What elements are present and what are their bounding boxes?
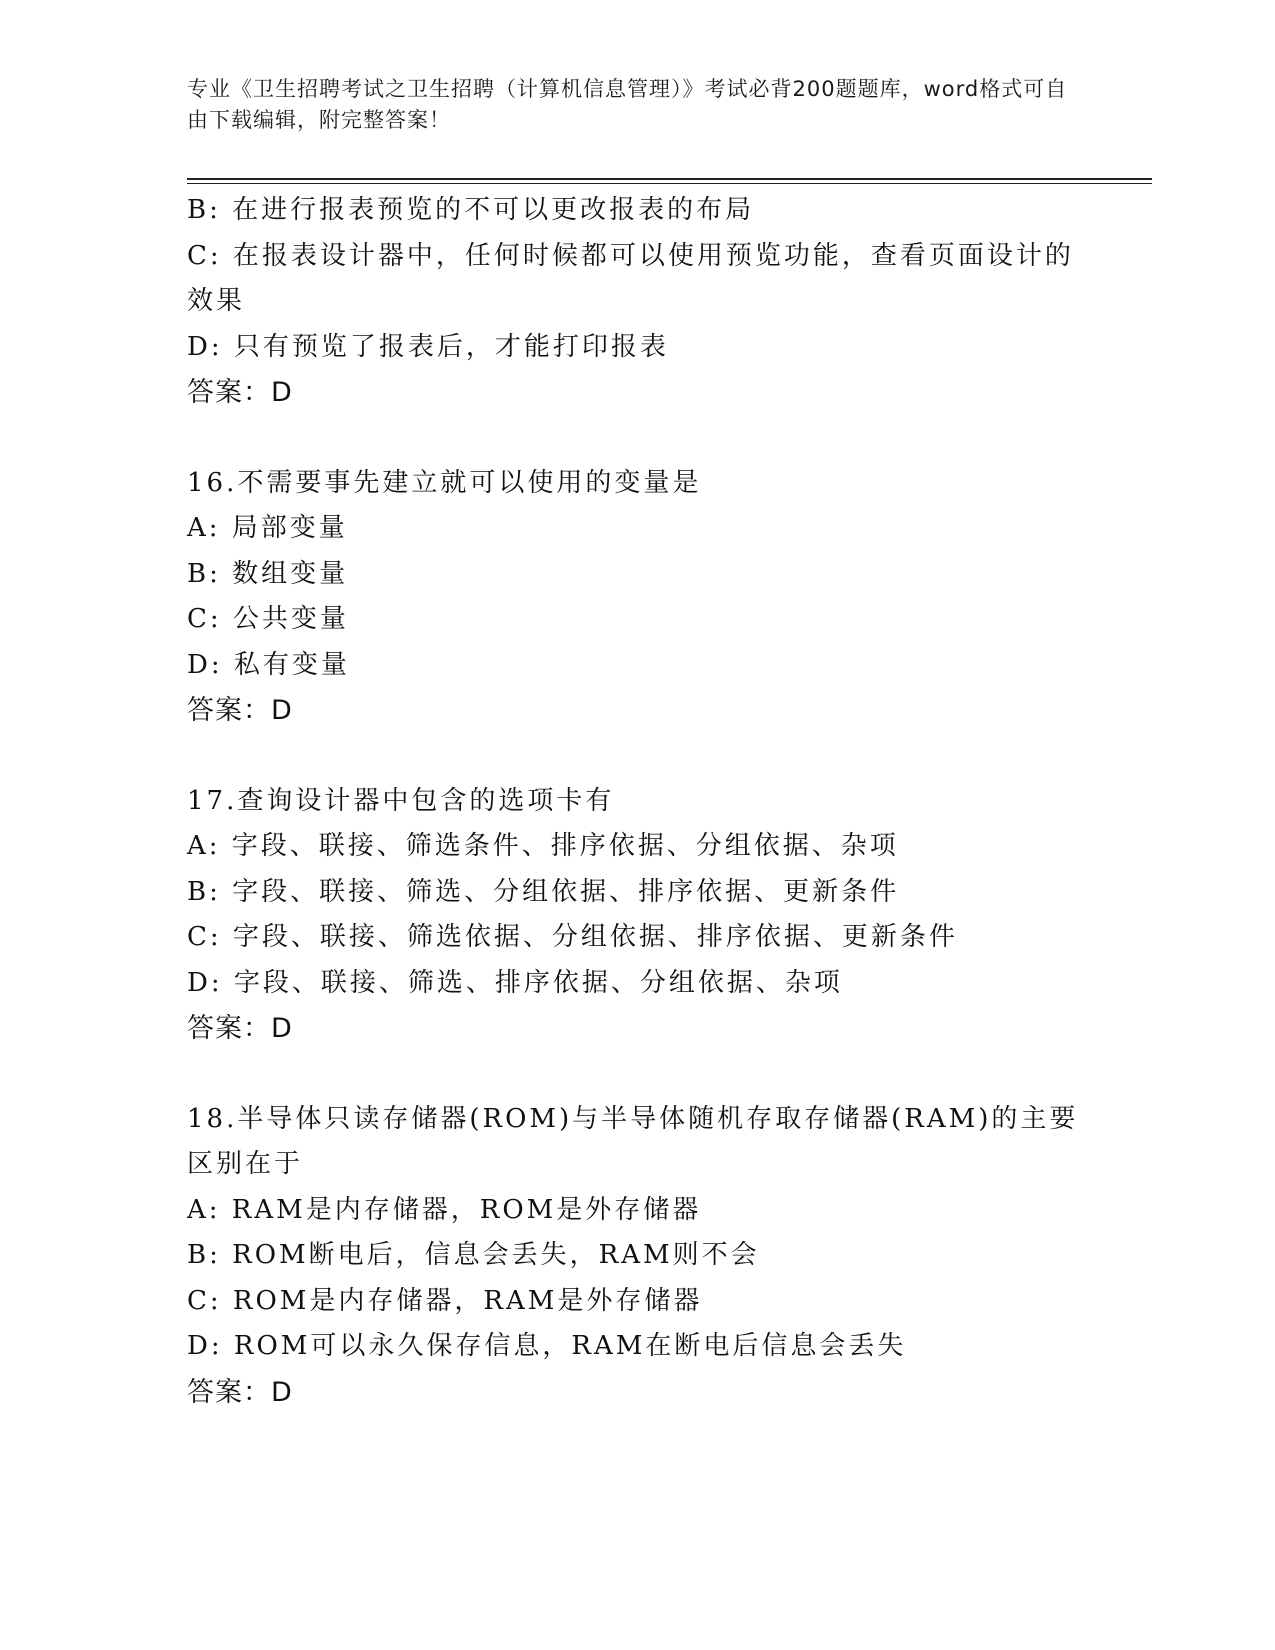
- spacer: [187, 734, 1087, 779]
- answer-line: 答案：D: [187, 1013, 293, 1044]
- option-c: C: 字段、联接、筛选依据、分组依据、排序依据、更新条件: [187, 922, 958, 952]
- option-c: C: 在报表设计器中，任何时候都可以使用预览功能，查看页面设计的效果: [187, 240, 1074, 316]
- answer-line: 答案：D: [187, 695, 293, 726]
- spacer: [187, 1052, 1087, 1097]
- question-content: [187, 188, 1087, 1415]
- answer-line: 答案：D: [187, 1376, 293, 1408]
- document-header: 专业《卫生招聘考试之卫生招聘（计算机信息管理）》考试必背200题题库，word格式可自由下载编辑，附完整答案！: [187, 77, 1068, 132]
- option-d: D: 字段、联接、筛选、排序依据、分组依据、杂项: [187, 967, 843, 998]
- option-a: A: 字段、联接、筛选条件、排序依据、分组依据、杂项: [187, 831, 899, 861]
- answer-line: 答案：D: [187, 377, 293, 408]
- question-stem: 17.查询设计器中包含的选项卡有: [187, 785, 615, 816]
- question-17: [187, 779, 1087, 1052]
- question-18: [187, 1097, 1087, 1416]
- spacer: [187, 416, 1087, 461]
- question-16: [187, 461, 1087, 734]
- question-stem: 16.不需要事先建立就可以使用的变量是: [187, 467, 702, 498]
- option-b: B: 在进行报表预览的不可以更改报表的布局: [187, 195, 755, 225]
- option-c: C: ROM是内存储器，RAM是外存储器: [187, 1285, 703, 1316]
- option-b: B: 字段、联接、筛选、分组依据、排序依据、更新条件: [187, 876, 900, 907]
- option-b: B: 数组变量: [187, 558, 349, 589]
- option-d: D: 私有变量: [187, 649, 350, 680]
- header-divider: [187, 178, 1152, 184]
- option-b: B: ROM断电后，信息会丢失，RAM则不会: [187, 1240, 760, 1270]
- option-a: A: 局部变量: [187, 513, 348, 543]
- question-stem: 18.半导体只读存储器(ROM)与半导体随机存取存储器(RAM)的主要区别在于: [187, 1103, 1079, 1179]
- option-d: D: ROM可以永久保存信息，RAM在断电后信息会丢失: [187, 1331, 907, 1361]
- option-a: A: RAM是内存储器，ROM是外存储器: [187, 1194, 702, 1225]
- option-c: C: 公共变量: [187, 604, 349, 634]
- option-d: D: 只有预览了报表后，才能打印报表: [187, 331, 669, 362]
- continued-question: [187, 188, 1087, 416]
